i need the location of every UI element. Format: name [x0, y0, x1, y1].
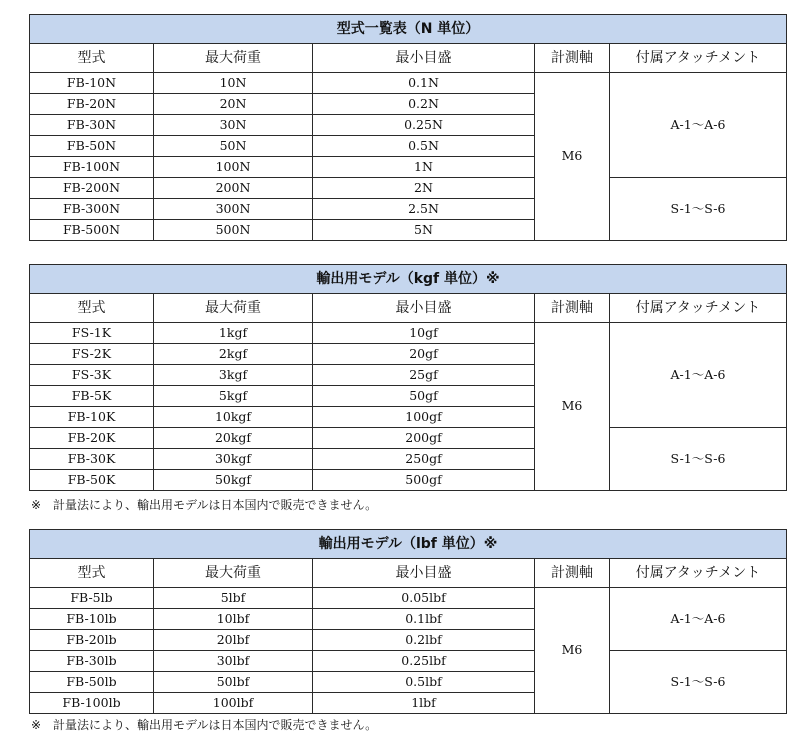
min-scale-cell: 0.5lbf: [313, 672, 535, 693]
max-load-cell: 20lbf: [154, 630, 313, 651]
header-model: 型式: [30, 294, 154, 323]
header-max-load: 最大荷重: [154, 294, 313, 323]
model-cell: FB-20K: [30, 428, 154, 449]
max-load-cell: 50N: [154, 136, 313, 157]
table-title: 型式一覧表（N 単位）: [30, 15, 787, 44]
table-n-units: [29, 14, 786, 241]
min-scale-cell: 5N: [313, 220, 535, 241]
model-cell: FB-20N: [30, 94, 154, 115]
model-cell: FB-500N: [30, 220, 154, 241]
header-attachment: 付属アタッチメント: [610, 559, 787, 588]
attachment-s-cell: S-1～S-6: [610, 428, 787, 491]
max-load-cell: 100lbf: [154, 693, 313, 714]
max-load-cell: 10lbf: [154, 609, 313, 630]
header-min-scale: 最小目盛: [313, 44, 535, 73]
max-load-cell: 2kgf: [154, 344, 313, 365]
table-title: 輸出用モデル（kgf 単位）※: [30, 265, 787, 294]
table-row: [30, 588, 787, 609]
header-attachment: 付属アタッチメント: [610, 294, 787, 323]
max-load-cell: 300N: [154, 199, 313, 220]
model-cell: FB-10lb: [30, 609, 154, 630]
model-cell: FB-100lb: [30, 693, 154, 714]
min-scale-cell: 500gf: [313, 470, 535, 491]
axis-cell: M6: [535, 323, 610, 491]
model-cell: FB-50K: [30, 470, 154, 491]
min-scale-cell: 1N: [313, 157, 535, 178]
header-max-load: 最大荷重: [154, 559, 313, 588]
header-axis: 計測軸: [535, 44, 610, 73]
model-cell: FB-50lb: [30, 672, 154, 693]
attachment-a-cell: A-1～A-6: [610, 588, 787, 651]
header-attachment: 付属アタッチメント: [610, 44, 787, 73]
min-scale-cell: 0.1N: [313, 73, 535, 94]
table-row: [30, 651, 787, 672]
model-cell: FS-1K: [30, 323, 154, 344]
min-scale-cell: 0.25lbf: [313, 651, 535, 672]
model-cell: FB-30lb: [30, 651, 154, 672]
max-load-cell: 50kgf: [154, 470, 313, 491]
model-cell: FB-100N: [30, 157, 154, 178]
min-scale-cell: 2N: [313, 178, 535, 199]
header-min-scale: 最小目盛: [313, 294, 535, 323]
model-cell: FB-20lb: [30, 630, 154, 651]
max-load-cell: 10kgf: [154, 407, 313, 428]
min-scale-cell: 100gf: [313, 407, 535, 428]
header-max-load: 最大荷重: [154, 44, 313, 73]
model-cell: FB-10N: [30, 73, 154, 94]
max-load-cell: 200N: [154, 178, 313, 199]
model-cell: FB-200N: [30, 178, 154, 199]
max-load-cell: 30kgf: [154, 449, 313, 470]
min-scale-cell: 2.5N: [313, 199, 535, 220]
min-scale-cell: 20gf: [313, 344, 535, 365]
max-load-cell: 30lbf: [154, 651, 313, 672]
attachment-a-cell: A-1～A-6: [610, 73, 787, 178]
min-scale-cell: 0.2N: [313, 94, 535, 115]
min-scale-cell: 250gf: [313, 449, 535, 470]
axis-cell: M6: [535, 73, 610, 241]
max-load-cell: 5lbf: [154, 588, 313, 609]
header-axis: 計測軸: [535, 294, 610, 323]
min-scale-cell: 0.25N: [313, 115, 535, 136]
min-scale-cell: 0.2lbf: [313, 630, 535, 651]
export-note: ※ 計量法により、輸出用モデルは日本国内で販売できません。: [31, 498, 378, 512]
table-row: [30, 428, 787, 449]
model-cell: FB-50N: [30, 136, 154, 157]
model-cell: FB-300N: [30, 199, 154, 220]
min-scale-cell: 0.1lbf: [313, 609, 535, 630]
min-scale-cell: 200gf: [313, 428, 535, 449]
max-load-cell: 20N: [154, 94, 313, 115]
header-model: 型式: [30, 559, 154, 588]
model-cell: FB-30N: [30, 115, 154, 136]
table-lbf-units: [29, 529, 786, 714]
max-load-cell: 500N: [154, 220, 313, 241]
max-load-cell: 10N: [154, 73, 313, 94]
axis-cell: M6: [535, 588, 610, 714]
table-row: [30, 73, 787, 94]
max-load-cell: 1kgf: [154, 323, 313, 344]
max-load-cell: 20kgf: [154, 428, 313, 449]
min-scale-cell: 0.5N: [313, 136, 535, 157]
max-load-cell: 5kgf: [154, 386, 313, 407]
min-scale-cell: 1lbf: [313, 693, 535, 714]
header-model: 型式: [30, 44, 154, 73]
table-title: 輸出用モデル（lbf 単位）※: [30, 530, 787, 559]
max-load-cell: 100N: [154, 157, 313, 178]
header-min-scale: 最小目盛: [313, 559, 535, 588]
table-kgf-units: [29, 264, 786, 491]
model-cell: FS-3K: [30, 365, 154, 386]
min-scale-cell: 25gf: [313, 365, 535, 386]
max-load-cell: 3kgf: [154, 365, 313, 386]
table-row: [30, 178, 787, 199]
model-cell: FB-10K: [30, 407, 154, 428]
header-axis: 計測軸: [535, 559, 610, 588]
model-cell: FB-5lb: [30, 588, 154, 609]
max-load-cell: 30N: [154, 115, 313, 136]
attachment-s-cell: S-1～S-6: [610, 651, 787, 714]
model-cell: FS-2K: [30, 344, 154, 365]
min-scale-cell: 50gf: [313, 386, 535, 407]
max-load-cell: 50lbf: [154, 672, 313, 693]
attachment-a-cell: A-1～A-6: [610, 323, 787, 428]
model-cell: FB-30K: [30, 449, 154, 470]
export-note: ※ 計量法により、輸出用モデルは日本国内で販売できません。: [31, 718, 378, 732]
min-scale-cell: 0.05lbf: [313, 588, 535, 609]
attachment-s-cell: S-1～S-6: [610, 178, 787, 241]
model-cell: FB-5K: [30, 386, 154, 407]
min-scale-cell: 10gf: [313, 323, 535, 344]
table-row: [30, 323, 787, 344]
